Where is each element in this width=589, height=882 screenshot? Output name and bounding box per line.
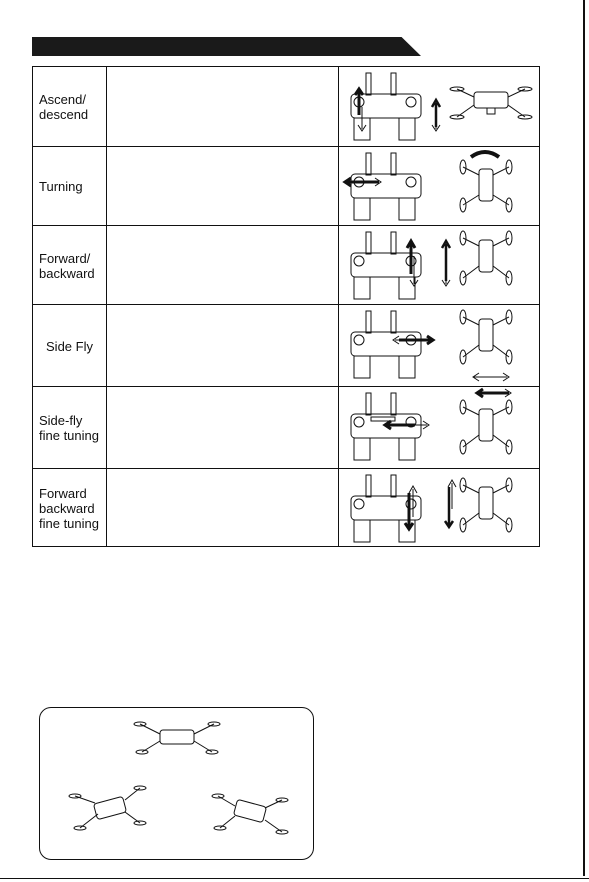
row-label: [33, 92, 106, 122]
page-bottom-line: [0, 878, 589, 879]
row-description-cell: [107, 67, 339, 146]
section-header-bar: [32, 37, 421, 56]
label-line: backward: [39, 500, 95, 516]
label-line: Turning: [39, 179, 83, 194]
row-label-cell: [33, 387, 107, 469]
row-description-cell: [107, 469, 339, 547]
row-label-cell: [33, 147, 107, 226]
row-label-cell: [33, 226, 107, 305]
row-label: [33, 413, 106, 443]
drone-icon: [339, 469, 539, 547]
direction-arrow-icon: [339, 387, 539, 469]
row-label: [33, 179, 106, 194]
row-label: [33, 486, 106, 531]
drone-icon: [339, 67, 539, 146]
row-illustration: [339, 147, 539, 226]
table-row-side-fly-fine: [33, 386, 539, 469]
row-description-cell: [107, 147, 339, 226]
row-label: [33, 251, 106, 281]
table-row-ascend: [33, 67, 539, 146]
row-illustration: [339, 305, 539, 387]
page-edge-line: [583, 0, 585, 876]
drone-icon: [339, 226, 539, 305]
drone-icon: [40, 708, 315, 861]
row-description-cell: [107, 387, 339, 469]
table-row-forward: [33, 225, 539, 305]
row-description-cell: [107, 226, 339, 305]
table-row-forward-fine: [33, 468, 539, 547]
row-description-cell: [107, 305, 339, 387]
row-label: [33, 339, 106, 354]
label-line: fine tuning: [39, 515, 99, 531]
label-line: Forward: [39, 485, 87, 501]
row-illustration: [339, 387, 539, 469]
table-row-side-fly: [33, 304, 539, 387]
row-label-cell: [33, 67, 107, 146]
label-line: descend: [39, 106, 89, 122]
direction-arrow-icon: [339, 305, 539, 387]
row-illustration: [339, 67, 539, 146]
flight-controls-table: [32, 66, 540, 547]
label-line: Side Fly: [46, 338, 93, 354]
row-label-cell: [33, 469, 107, 547]
label-line: backward: [39, 265, 95, 281]
row-illustration: [339, 469, 539, 547]
table-row-turning: [33, 146, 539, 226]
row-label-cell: [33, 305, 107, 387]
drone-illustration-box: [39, 707, 314, 860]
label-line: Ascend/: [39, 91, 86, 107]
label-line: Side-fly: [39, 413, 83, 428]
label-line: fine tuning: [39, 428, 99, 443]
label-line: Forward/: [39, 250, 91, 266]
drone-icon: [339, 147, 539, 226]
row-illustration: [339, 226, 539, 305]
